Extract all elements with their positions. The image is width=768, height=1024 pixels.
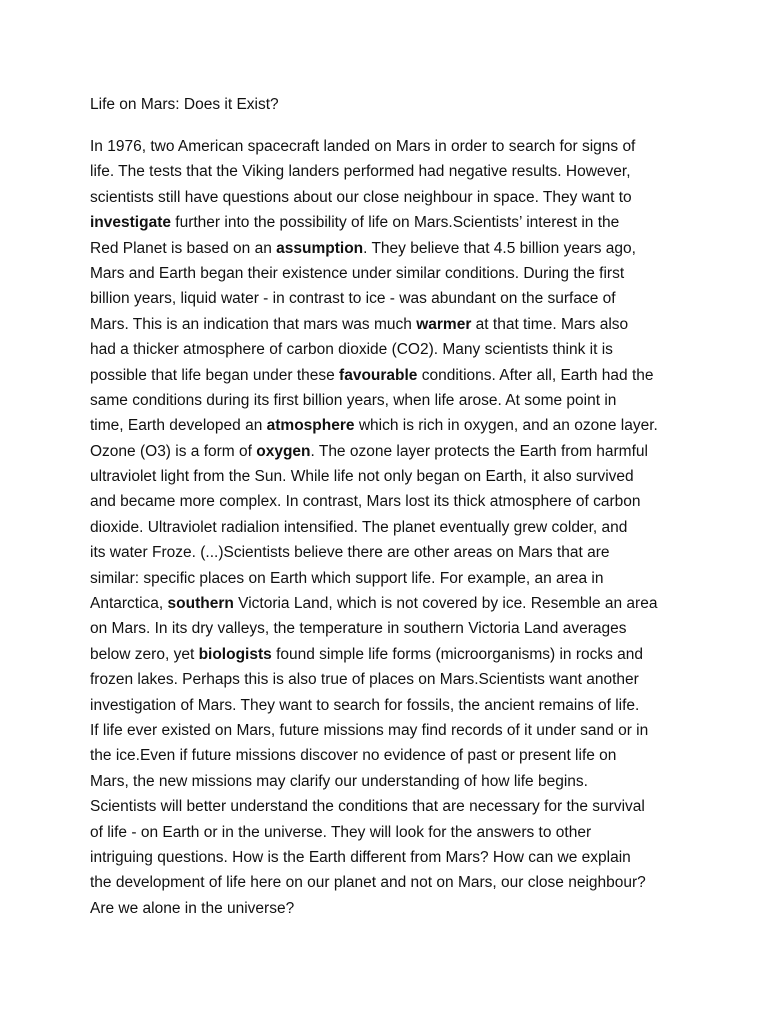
text-run: similar: specific places on Earth which support life. For example, an area in bbox=[90, 569, 604, 587]
text-line bbox=[90, 388, 690, 413]
text-line bbox=[90, 210, 690, 235]
text-run: Red Planet is based on an bbox=[90, 239, 277, 257]
text-run: same conditions during its first billion years, when life arose. At some point in bbox=[90, 391, 617, 409]
document-title: Life on Mars: Does it Exist? bbox=[90, 96, 279, 113]
bold-term: southern bbox=[167, 595, 234, 613]
text-run: Ozone (O3) is a form of bbox=[90, 442, 257, 460]
text-run: of life - on Earth or in the universe. They will look for the answers to other bbox=[90, 823, 592, 841]
text-run: further into the possibility of life on Mars.Scientists’ interest in the bbox=[170, 214, 620, 232]
text-line bbox=[90, 363, 690, 388]
text-line bbox=[90, 642, 690, 667]
text-run: scientists still have questions about our close neighbour in space. They want to bbox=[90, 188, 632, 206]
text-run: Victoria Land, which is not covered by ice. Resemble an area bbox=[233, 595, 658, 613]
text-line bbox=[90, 236, 690, 261]
text-run: frozen lakes. Perhaps this is also true of places on Mars.Scientists want another bbox=[90, 671, 639, 689]
text-line bbox=[90, 185, 690, 210]
text-run: had a thicker atmosphere of carbon dioxide (CO2). Many scientists think it is bbox=[90, 341, 613, 359]
text-run: Are we alone in the universe? bbox=[90, 899, 295, 917]
text-line bbox=[90, 845, 690, 870]
text-line bbox=[90, 312, 690, 337]
text-line bbox=[90, 261, 690, 286]
text-run: found simple life forms (microorganisms) in rocks and bbox=[271, 645, 644, 663]
text-line bbox=[90, 413, 690, 438]
text-line bbox=[90, 794, 690, 819]
text-run: possible that life began under these bbox=[90, 366, 340, 384]
text-run: life. The tests that the Viking landers performed had negative results. However, bbox=[90, 163, 631, 181]
bold-term: atmosphere bbox=[266, 417, 355, 435]
text-run: below zero, yet bbox=[90, 645, 199, 663]
text-run: on Mars. In its dry valleys, the temperature in southern Victoria Land averages bbox=[90, 620, 627, 638]
text-line bbox=[90, 464, 690, 489]
text-run: which is rich in oxygen, and an ozone layer. bbox=[354, 417, 658, 435]
text-line bbox=[90, 159, 690, 184]
text-run: the development of life here on our planet and not on Mars, our close neighbour? bbox=[90, 874, 646, 892]
text-line bbox=[90, 718, 690, 743]
text-line bbox=[90, 439, 690, 464]
text-line bbox=[90, 134, 690, 159]
text-line bbox=[90, 616, 690, 641]
text-line bbox=[90, 286, 690, 311]
bold-term: warmer bbox=[416, 315, 472, 333]
text-line bbox=[90, 896, 690, 921]
text-run: ultraviolet light from the Sun. While life not only began on Earth, it also survived bbox=[90, 468, 634, 486]
bold-term: assumption bbox=[276, 239, 364, 257]
text-run: Scientists will better understand the conditions that are necessary for the survival bbox=[90, 798, 645, 816]
text-run: Antarctica, bbox=[90, 595, 168, 613]
text-run: and became more complex. In contrast, Mars lost its thick atmosphere of carbon bbox=[90, 493, 641, 511]
text-line bbox=[90, 566, 690, 591]
text-line bbox=[90, 515, 690, 540]
text-line bbox=[90, 540, 690, 565]
bold-term: favourable bbox=[339, 366, 418, 384]
text-line bbox=[90, 820, 690, 845]
text-run: Mars and Earth began their existence under similar conditions. During the first bbox=[90, 264, 625, 282]
bold-term: oxygen bbox=[256, 442, 311, 460]
text-run: investigation of Mars. They want to search for fossils, the ancient remains of life. bbox=[90, 696, 640, 714]
text-run: In 1976, two American spacecraft landed on Mars in order to search for signs of bbox=[90, 138, 636, 155]
text-run: . They believe that 4.5 billion years ago, bbox=[363, 239, 636, 257]
text-run: billion years, liquid water - in contrast to ice - was abundant on the surface of bbox=[90, 290, 616, 308]
document-body bbox=[90, 134, 690, 921]
text-run: Mars, the new missions may clarify our understanding of how life begins. bbox=[90, 772, 588, 790]
text-line bbox=[90, 337, 690, 362]
text-run: conditions. After all, Earth had the bbox=[417, 366, 654, 384]
text-run: intriguing questions. How is the Earth different from Mars? How can we explain bbox=[90, 848, 631, 866]
text-run: Mars. This is an indication that mars was much bbox=[90, 315, 417, 333]
text-line bbox=[90, 591, 690, 616]
text-run: time, Earth developed an bbox=[90, 417, 267, 435]
text-line bbox=[90, 489, 690, 514]
text-line bbox=[90, 667, 690, 692]
text-run: dioxide. Ultraviolet radialion intensified. The planet eventually grew colder, and bbox=[90, 518, 628, 536]
text-line bbox=[90, 870, 690, 895]
bold-term: biologists bbox=[198, 645, 272, 663]
text-line bbox=[90, 743, 690, 768]
text-run: at that time. Mars also bbox=[471, 315, 629, 333]
bold-term: investigate bbox=[90, 214, 171, 232]
text-line bbox=[90, 693, 690, 718]
text-run: If life ever existed on Mars, future missions may find records of it under sand or in bbox=[90, 721, 649, 739]
text-line bbox=[90, 769, 690, 794]
text-run: the ice.Even if future missions discover no evidence of past or present life on bbox=[90, 747, 617, 765]
text-run: . The ozone layer protects the Earth from harmful bbox=[310, 442, 648, 460]
text-run: its water Froze. (...)Scientists believe there are other areas on Mars that are bbox=[90, 544, 610, 562]
